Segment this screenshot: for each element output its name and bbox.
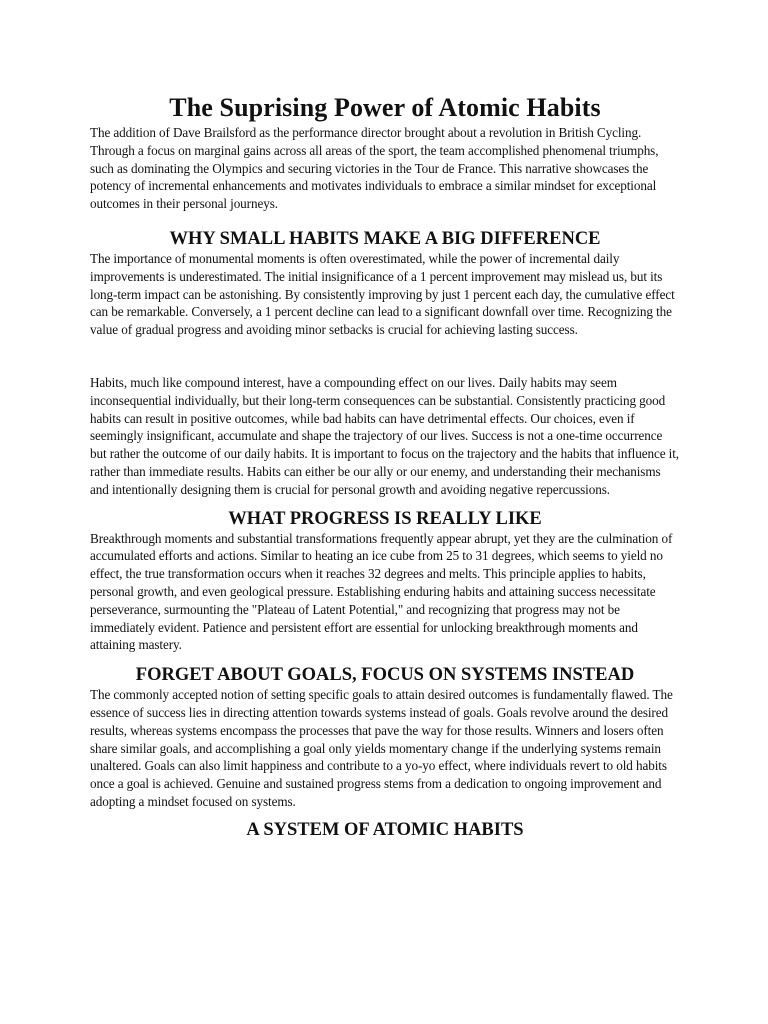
section-heading-goals-vs-systems: FORGET ABOUT GOALS, FOCUS ON SYSTEMS INSTEAD — [135, 665, 635, 686]
paragraph-compound-interest: Habits, much like compound interest, have a compounding effect on our lives. Daily habits may seem inconsequential individually, but their long-term consequences can be substantial. Consistently practicing good habits can result in positive outcomes, while bad habits can have detrimental effects. Our choices, even if seemingly insignificant, accumulate and shape the trajectory of our lives. Success is not a one-time occurrence but rather the outcome of our daily habits. It is important to focus on the trajectory and the habits that influence it, rather than immediate results. Habits can either be our ally or our enemy, and understanding their mechanisms and intentionally designing them is crucial for personal growth and avoiding negative repercussions. — [90, 374, 679, 497]
intro-paragraph: The addition of Dave Brailsford as the performance director brought about a revolution in British Cycling. Through a focus on marginal gains across all areas of the sport, the team accomplished phenomenal triumphs, such as dominating the Olympics and securing victories in the Tour de France. This narrative showcases the potency of incremental enhancements and motivates individuals to embrace a similar mindset for exceptional outcomes in their personal journeys. — [90, 125, 659, 212]
document-title: The Suprising Power of Atomic Habits — [169, 93, 601, 122]
section-heading-why-small-habits: WHY SMALL HABITS MAKE A BIG DIFFERENCE — [169, 228, 601, 249]
paragraph-monumental-moments: The importance of monumental moments is often overestimated, while the power of incremental daily improvements is underestimated. The initial insignificance of a 1 percent improvement may mislead us, but its long-term impact can be astonishing. By consistently improving by just 1 percent each day, the cumulative effect can be remarkable. Conversely, a 1 percent decline can lead to a significant downfall over time. Recognizing the value of gradual progress and avoiding minor setbacks is crucial for achieving lasting success. — [90, 250, 675, 338]
section-heading-system-of-atomic-habits: A SYSTEM OF ATOMIC HABITS — [246, 819, 524, 840]
section-heading-what-progress-is-like: WHAT PROGRESS IS REALLY LIKE — [228, 508, 542, 529]
paragraph-goals-flawed: The commonly accepted notion of setting specific goals to attain desired outcomes is fundamentally flawed. The essence of success lies in directing attention towards systems instead of goals. Goals revolve around the desired results, whereas systems encompass the processes that pave the way for those results. Winners and losers often share similar goals, and accomplishing a goal only yields momentary change if the underlying systems remain unaltered. Goals can also limit happiness and contribute to a yo-yo effect, where individuals revert to old habits once a goal is achieved. Genuine and sustained progress stems from a dedication to ongoing improvement and adopting a mindset focused on systems. — [90, 687, 673, 809]
document-page — [90, 92, 680, 841]
paragraph-breakthrough-moments: Breakthrough moments and substantial transformations frequently appear abrupt, yet they are the culmination of accumulated efforts and actions. Similar to heating an ice cube from 25 to 31 degrees, which seems to yield no effect, the true transformation occurs when it reaches 32 degrees and melts. This principle applies to habits, personal growth, and even geological pressure. Establishing enduring habits and attaining success necessitate perseverance, surmounting the "Plateau of Latent Potential," and recognizing that progress may not be immediately evident. Patience and persistent effort are essential for unlocking breakthrough moments and attaining mastery. — [90, 530, 673, 653]
